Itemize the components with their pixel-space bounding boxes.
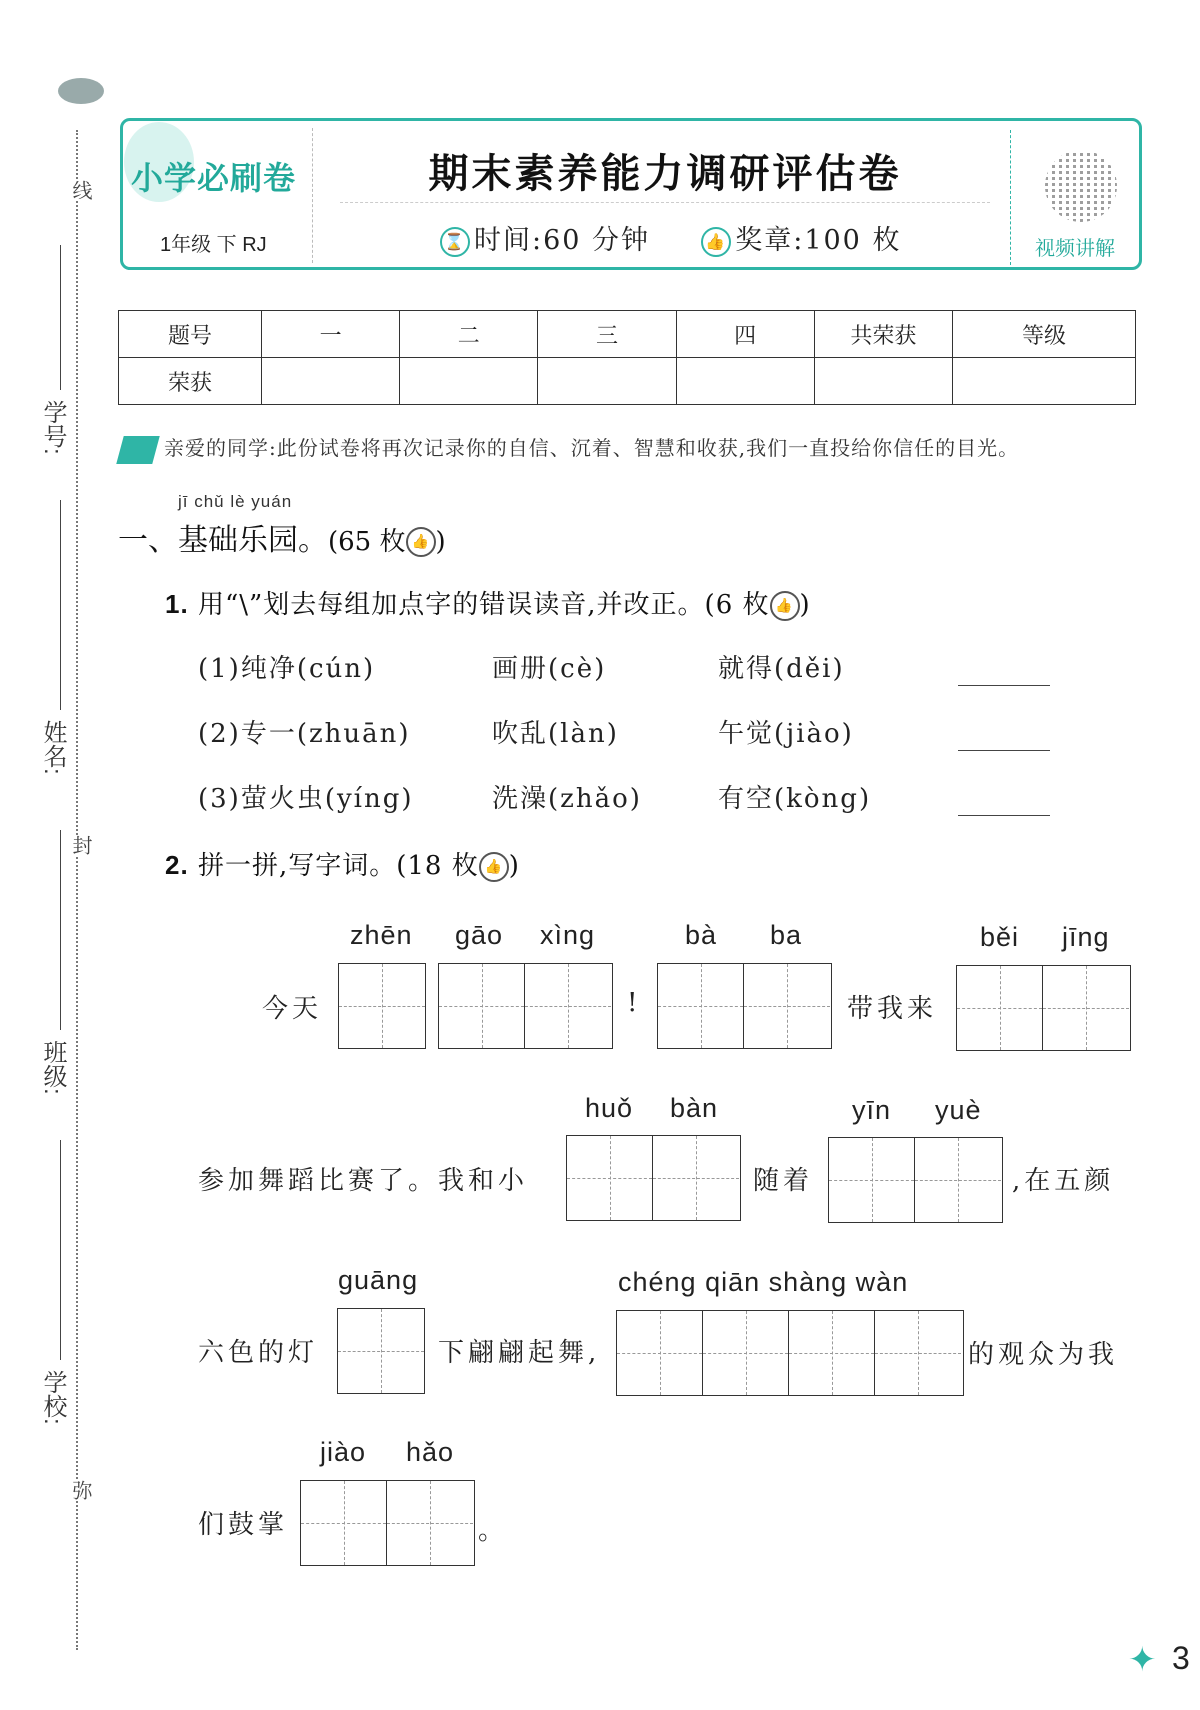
pinyin: zhēn [350, 920, 413, 950]
q1-item: 画册(cè) [492, 654, 607, 684]
page-title: 期末素养能力调研评估卷 [428, 150, 902, 197]
q1-item: (1)纯净(cún) [198, 654, 376, 684]
pinyin: xìng [540, 920, 596, 950]
score-header-cell: 四 [676, 311, 814, 358]
writing-grid-box[interactable] [300, 1480, 475, 1566]
thumbs-up-icon: 👍 [701, 227, 731, 257]
pinyin: gāo [455, 920, 504, 950]
binding-mi-label: 弥 [72, 1480, 96, 1500]
binding-ufo-icon [58, 78, 104, 104]
score-table-row [119, 358, 1136, 405]
sentence-text: 随着 [753, 1166, 814, 1196]
sentence-text: 。 [478, 1516, 509, 1546]
intro-message: 亲爱的同学:此份试卷将再次记录你的自信、沉着、智慧和收获,我们一直投给你信任的目光。 [164, 436, 1020, 460]
writing-grid-box[interactable] [337, 1308, 425, 1394]
binding-dotted-line [76, 130, 78, 1650]
exam-meta [440, 218, 901, 257]
class-label: 班级: [39, 1040, 66, 1095]
writing-grid-box[interactable] [566, 1135, 741, 1221]
q1-answer-line[interactable] [958, 685, 1050, 686]
writing-grid-box[interactable] [438, 963, 613, 1049]
q1-item: 有空(kòng) [718, 784, 872, 814]
score-cell[interactable] [953, 358, 1136, 405]
sentence-text: 的观众为我 [968, 1340, 1119, 1370]
score-cell[interactable] [400, 358, 538, 405]
pinyin: yuè [935, 1095, 982, 1125]
sentence-text: 们鼓掌 [198, 1510, 289, 1540]
sentence-text: ! [627, 988, 642, 1018]
q1-item: 就得(děi) [718, 654, 845, 684]
grade-label: 1年级 下 RJ [160, 234, 267, 256]
question-1-end: ) [799, 590, 811, 620]
pinyin: bàn [670, 1093, 719, 1123]
question-2-number: 2. [165, 850, 189, 880]
q1-item: (3)萤火虫(yíng) [198, 784, 414, 814]
question-1 [165, 584, 811, 621]
pinyin: jīng [1062, 922, 1110, 952]
q1-answer-line[interactable] [958, 750, 1050, 751]
class-field[interactable] [60, 830, 61, 1030]
q1-item: 吹乱(làn) [492, 719, 619, 749]
header-divider [312, 128, 313, 263]
score-header-cell: 题号 [119, 311, 262, 358]
sentence-text: 参加舞蹈比赛了。我和小 [198, 1166, 529, 1196]
pinyin: jiào [320, 1437, 367, 1467]
score-row-label: 荣获 [119, 358, 262, 405]
score-header-cell: 等级 [953, 311, 1136, 358]
title-divider [340, 202, 990, 203]
score-header-cell: 共荣获 [814, 311, 952, 358]
pinyin: bà [685, 920, 718, 950]
qr-divider [1010, 130, 1011, 265]
q1-item: (2)专一(zhuān) [198, 719, 411, 749]
question-1-text: 用“\”划去每组加点字的错误读音,并改正。(6 枚 [197, 590, 770, 620]
hourglass-icon: ⌛ [440, 227, 470, 257]
thumbs-up-icon: 👍 [770, 591, 800, 621]
student-id-label: 学号: [39, 400, 66, 455]
pinyin: ba [770, 920, 803, 950]
pinyin: huǒ [585, 1093, 634, 1123]
q1-item: 洗澡(zhǎo) [492, 784, 642, 814]
student-id-field[interactable] [60, 245, 61, 390]
pinyin: chéng qiān shàng wàn [618, 1267, 909, 1297]
pinyin: hǎo [406, 1437, 455, 1467]
q1-answer-line[interactable] [958, 815, 1050, 816]
question-2-text: 拼一拼,写字词。(18 枚 [197, 851, 479, 881]
brand-logo: 小学必刷卷 [131, 159, 297, 197]
time-label: 时间:60 分钟 [474, 225, 651, 256]
name-label: 姓名: [39, 720, 66, 775]
binding-line-label: 线 [72, 180, 96, 200]
sentence-text: ,在五颜 [1012, 1166, 1115, 1196]
section1-points: (65 枚 [328, 527, 406, 557]
sentence-text: 带我来 [847, 994, 938, 1024]
score-cell[interactable] [538, 358, 676, 405]
pinyin: yīn [852, 1095, 892, 1125]
section1-pinyin: jī chǔ lè yuán [178, 492, 293, 511]
writing-grid-box[interactable] [338, 963, 426, 1049]
score-table [118, 310, 1136, 405]
section1-heading [118, 515, 446, 559]
thumbs-up-icon: 👍 [406, 527, 436, 557]
section1-title: 一、基础乐园。 [118, 523, 328, 558]
score-header-cell: 三 [538, 311, 676, 358]
q1-item: 午觉(jiào) [718, 719, 854, 749]
name-field[interactable] [60, 500, 61, 710]
writing-grid-box[interactable] [616, 1310, 964, 1396]
writing-grid-box[interactable] [956, 965, 1131, 1051]
question-2-end: ) [508, 851, 520, 881]
school-field[interactable] [60, 1140, 61, 1360]
sentence-text: 六色的灯 [198, 1338, 319, 1368]
sentence-text: 下翩翩起舞, [438, 1338, 601, 1368]
score-cell[interactable] [262, 358, 400, 405]
binding-seal-label: 封 [72, 835, 96, 855]
question-1-number: 1. [165, 589, 189, 619]
section1-points-end: ) [435, 527, 446, 557]
question-2 [165, 845, 520, 882]
writing-grid-box[interactable] [657, 963, 832, 1049]
score-cell[interactable] [814, 358, 952, 405]
score-header-cell: 一 [262, 311, 400, 358]
qr-code-icon[interactable] [1045, 150, 1117, 222]
pinyin: guāng [338, 1265, 419, 1295]
score-header-cell: 二 [400, 311, 538, 358]
writing-grid-box[interactable] [828, 1137, 1003, 1223]
school-label: 学校: [39, 1370, 66, 1425]
reward-label: 奖章:100 枚 [735, 225, 902, 256]
pinyin: běi [980, 922, 1020, 952]
video-explain-link[interactable]: 视频讲解 [1035, 236, 1115, 260]
thumbs-up-icon: 👍 [479, 852, 509, 882]
score-table-header-row [119, 311, 1136, 358]
sentence-text: 今天 [262, 994, 323, 1024]
intro-text [120, 432, 1019, 464]
book-icon [116, 436, 160, 464]
page-number: 3 [1172, 1640, 1190, 1676]
sparkle-icon: ✦ [1128, 1640, 1157, 1680]
score-cell[interactable] [676, 358, 814, 405]
